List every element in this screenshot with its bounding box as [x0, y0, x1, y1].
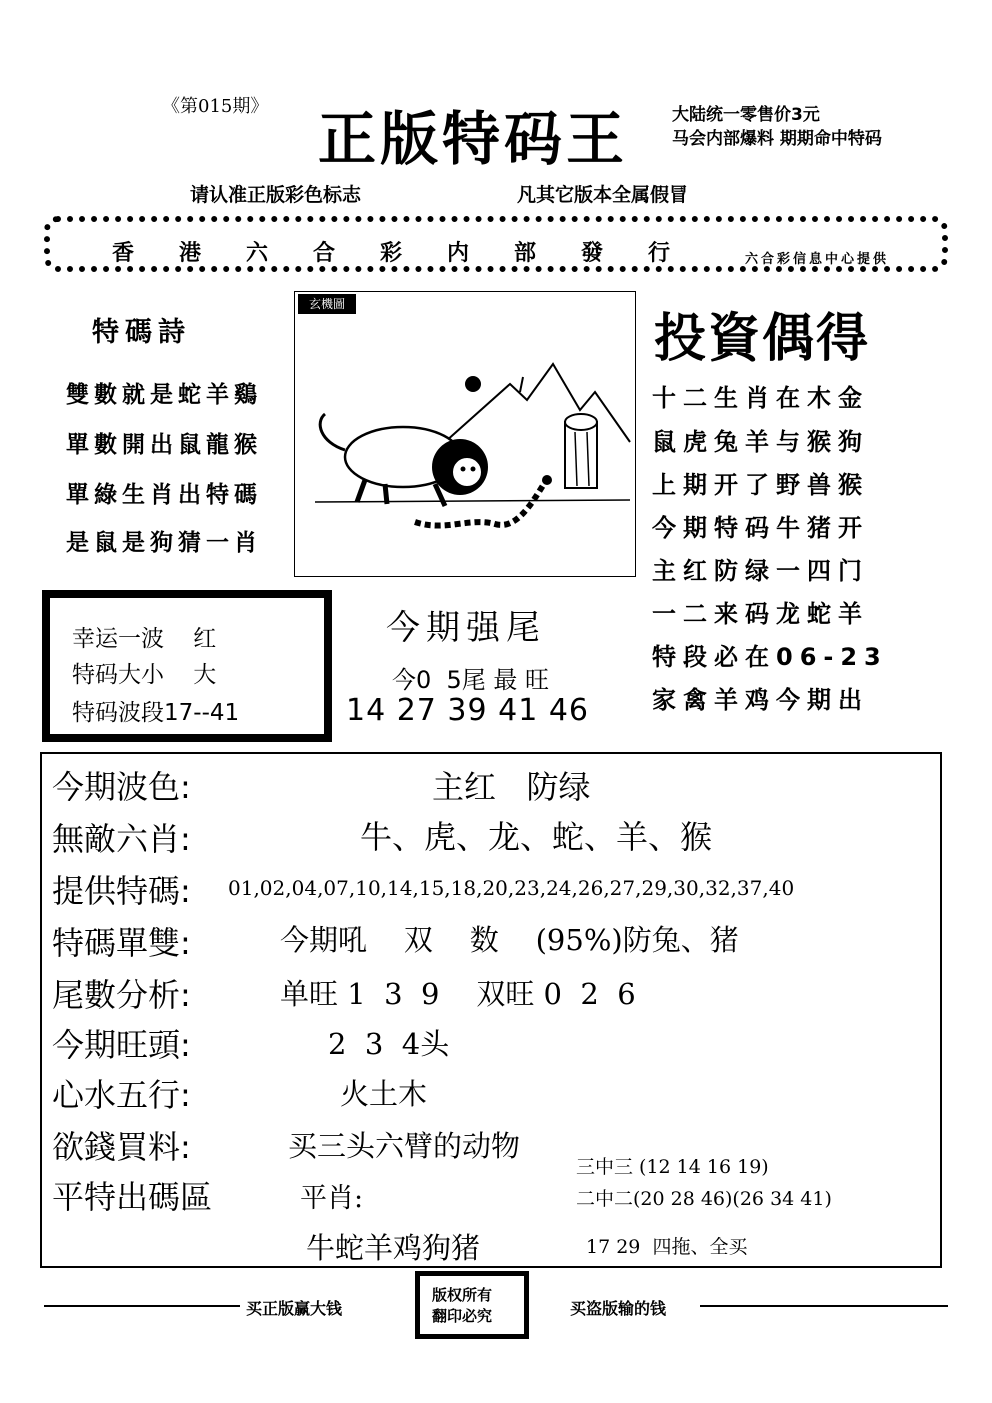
invest-line: 上期开了野兽猴 [652, 471, 869, 499]
strong-tail-numbers: 14 27 39 41 46 [346, 693, 590, 728]
poem-title: 特碼詩 [92, 317, 191, 348]
row-value: 主红 防绿 [432, 768, 591, 806]
row-label: 無敵六肖: [52, 820, 191, 858]
strong-tail-title: 今期强尾 [386, 608, 546, 648]
row-value: 牛、虎、龙、蛇、羊、猴 [360, 818, 713, 856]
row-label: 今期波色: [52, 768, 191, 806]
invest-line: 鼠虎兔羊与猴狗 [652, 428, 869, 456]
row-value: 01,02,04,07,10,14,15,18,20,23,24,26,27,29,30,32,37,40 [228, 876, 795, 900]
strong-tail-sub: 今0 5尾 最 旺 [392, 666, 550, 694]
banner-source: 六合彩信息中心提供 [745, 252, 890, 267]
lion-snake-illustration [295, 292, 637, 578]
authentic-notice: 请认准正版彩色标志 [190, 184, 362, 206]
combo-three: 三中三 (12 14 16 19) [576, 1156, 769, 1178]
invest-line: 家禽羊鸡今期出 [652, 686, 869, 714]
issue-number: 《第015期》 [162, 96, 269, 117]
row-label: 心水五行: [52, 1076, 191, 1114]
riddle-picture [294, 291, 636, 577]
footer-left-text: 买正版赢大钱 [246, 1299, 343, 1318]
copyright-line: 版权所有 [432, 1286, 493, 1304]
invest-line: 十二生肖在木金 [652, 384, 869, 412]
row-value: 2 3 4头 [328, 1027, 450, 1061]
zodiac-list: 牛蛇羊鸡狗猪 [306, 1231, 481, 1265]
footer-right-text: 买盗版输的钱 [570, 1299, 667, 1318]
picture-tag: 玄機圖 [298, 294, 356, 314]
invest-line: 主红防绿一四门 [652, 557, 869, 585]
poem-line: 單綠生肖出特碼 [66, 481, 262, 508]
row-label: 提供特碼: [52, 872, 191, 910]
tagline-text: 马会内部爆料 期期命中特码 [672, 129, 882, 149]
footer-rule-left [44, 1305, 240, 1307]
poem-line: 雙數就是蛇羊鷄 [66, 381, 262, 408]
price-text: 大陆统一零售价3元 [672, 105, 820, 125]
page-title: 正版特码王 [318, 105, 629, 173]
lucky-line: 特码波段17--41 [72, 700, 240, 726]
row-value: 火土木 [340, 1077, 428, 1111]
row-value: 买三头六臂的动物 [288, 1129, 521, 1163]
row-label: 欲錢買料: [52, 1128, 191, 1166]
row-value: 今期吼 双 数 (95%)防兔、猪 [280, 923, 739, 957]
row-label: 今期旺頭: [52, 1026, 191, 1064]
fake-notice: 凡其它版本全属假冒 [517, 184, 689, 206]
lucky-line: 幸运一波 红 [72, 626, 217, 652]
invest-title: 投資偶得 [654, 309, 871, 369]
row-label: 特碼單雙: [52, 924, 191, 962]
row-label: 平特出碼區 [52, 1178, 213, 1216]
row-value: 平肖: [300, 1183, 364, 1214]
row-label: 尾數分析: [52, 976, 191, 1014]
combo-two: 二中二(20 28 46)(26 34 41) [576, 1188, 832, 1210]
footer-rule-right [700, 1305, 948, 1307]
combo-drag: 17 29 四拖、全买 [586, 1236, 748, 1258]
invest-line: 一二来码龙蛇羊 [652, 600, 869, 628]
banner-text: 香港六合彩内部發行 [112, 240, 716, 266]
copyright-line: 翻印必究 [432, 1307, 493, 1325]
lucky-line: 特码大小 大 [72, 662, 217, 688]
invest-line: 特段必在06-23 [652, 643, 888, 671]
poem-line: 是鼠是狗猜一肖 [66, 529, 262, 556]
row-value: 单旺 1 3 9 双旺 0 2 6 [280, 977, 636, 1011]
poem-line: 單數開出鼠龍猴 [66, 431, 262, 458]
invest-line: 今期特码牛猪开 [652, 514, 869, 542]
